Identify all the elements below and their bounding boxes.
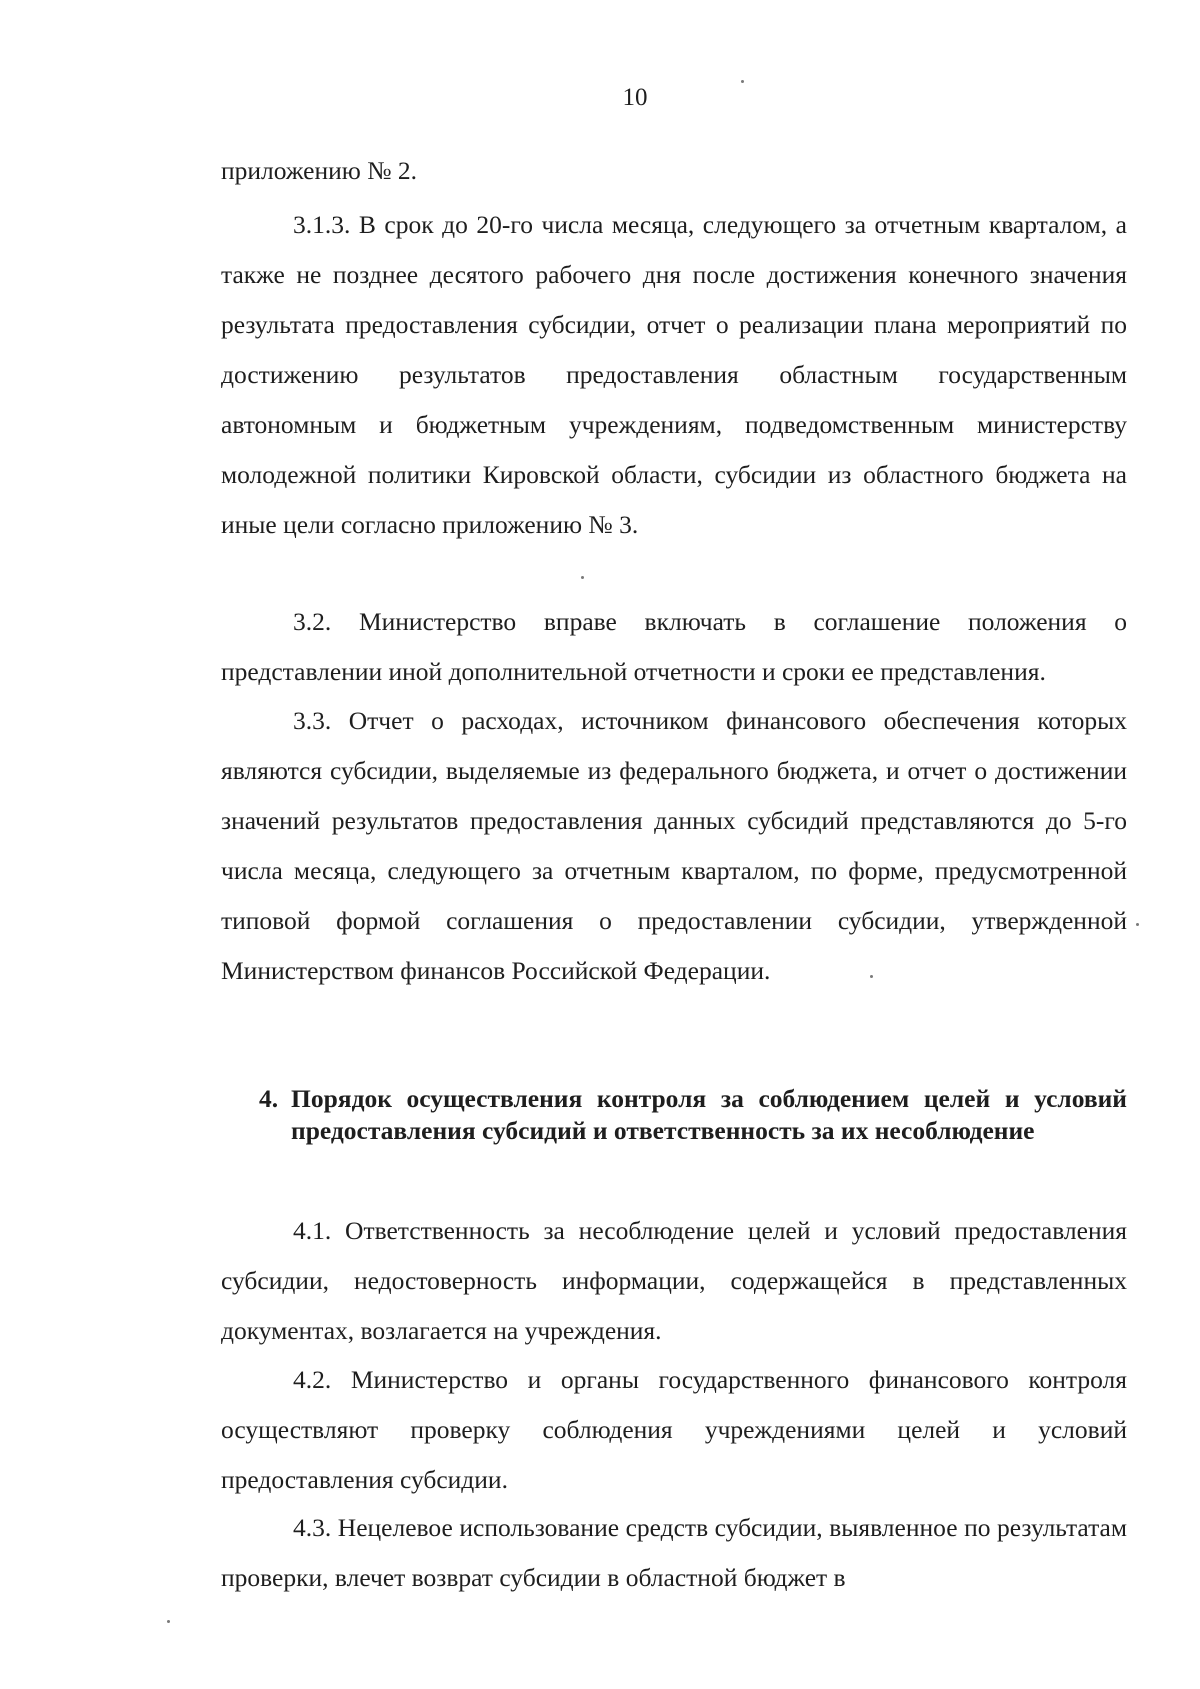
page-number: 10 [622, 84, 648, 111]
paragraph-intro-continuation: приложению № 2. [221, 156, 418, 185]
scan-speck [870, 975, 873, 978]
scan-speck [1136, 923, 1139, 926]
section-4-title: Порядок осуществления контроля за соблюдением целей и условий предоставления субсидий и ответственность за их несоблюдение [291, 1084, 1127, 1145]
paragraph-3-2: 3.2. Министерство вправе включать в соглашение положения о представлении иной дополнительной отчетности и сроки ее представления. [221, 607, 1127, 686]
scan-speck [581, 576, 584, 579]
paragraph-4-3: 4.3. Нецелевое использование средств субсидии, выявленное по результатам проверки, влечет возврат субсидии в областной бюджет в [221, 1513, 1127, 1592]
paragraph-3-1-3: 3.1.3. В срок до 20-го числа месяца, следующего за отчетным кварталом, а также не позднее десятого рабочего дня после достижения конечного значения результата предоставления субсидии, отчет о реализации плана мероприятий по достижению результатов предоставления областным государственным автономным и бюджетным учреждениям, подведомственным министерству молодежной политики Кировской области, субсидии из областного бюджета на иные цели согласно приложению № 3. [221, 210, 1127, 539]
paragraph-3-3: 3.3. Отчет о расходах, источником финансового обеспечения которых являются субсидии, выделяемые из федерального бюджета, и отчет о достижении значений результатов предоставления данных субсидий представляются до 5-го числа месяца, следующего за отчетным кварталом, по форме, предусмотренной типовой формой соглашения о предоставлении субсидии, утвержденной Министерством финансов Российской Федерации. [221, 706, 1127, 985]
section-4-number: 4. [259, 1084, 279, 1113]
section-4-heading [259, 1083, 1127, 1147]
paragraph-4-1: 4.1. Ответственность за несоблюдение целей и условий предоставления субсидии, недостоверность информации, содержащейся в представленных документах, возлагается на учреждения. [221, 1216, 1127, 1345]
scan-speck [741, 80, 744, 83]
paragraph-4-2: 4.2. Министерство и органы государственного финансового контроля осуществляют проверку соблюдения учреждениями целей и условий предоставления субсидии. [221, 1365, 1127, 1494]
scan-speck [167, 1620, 170, 1623]
